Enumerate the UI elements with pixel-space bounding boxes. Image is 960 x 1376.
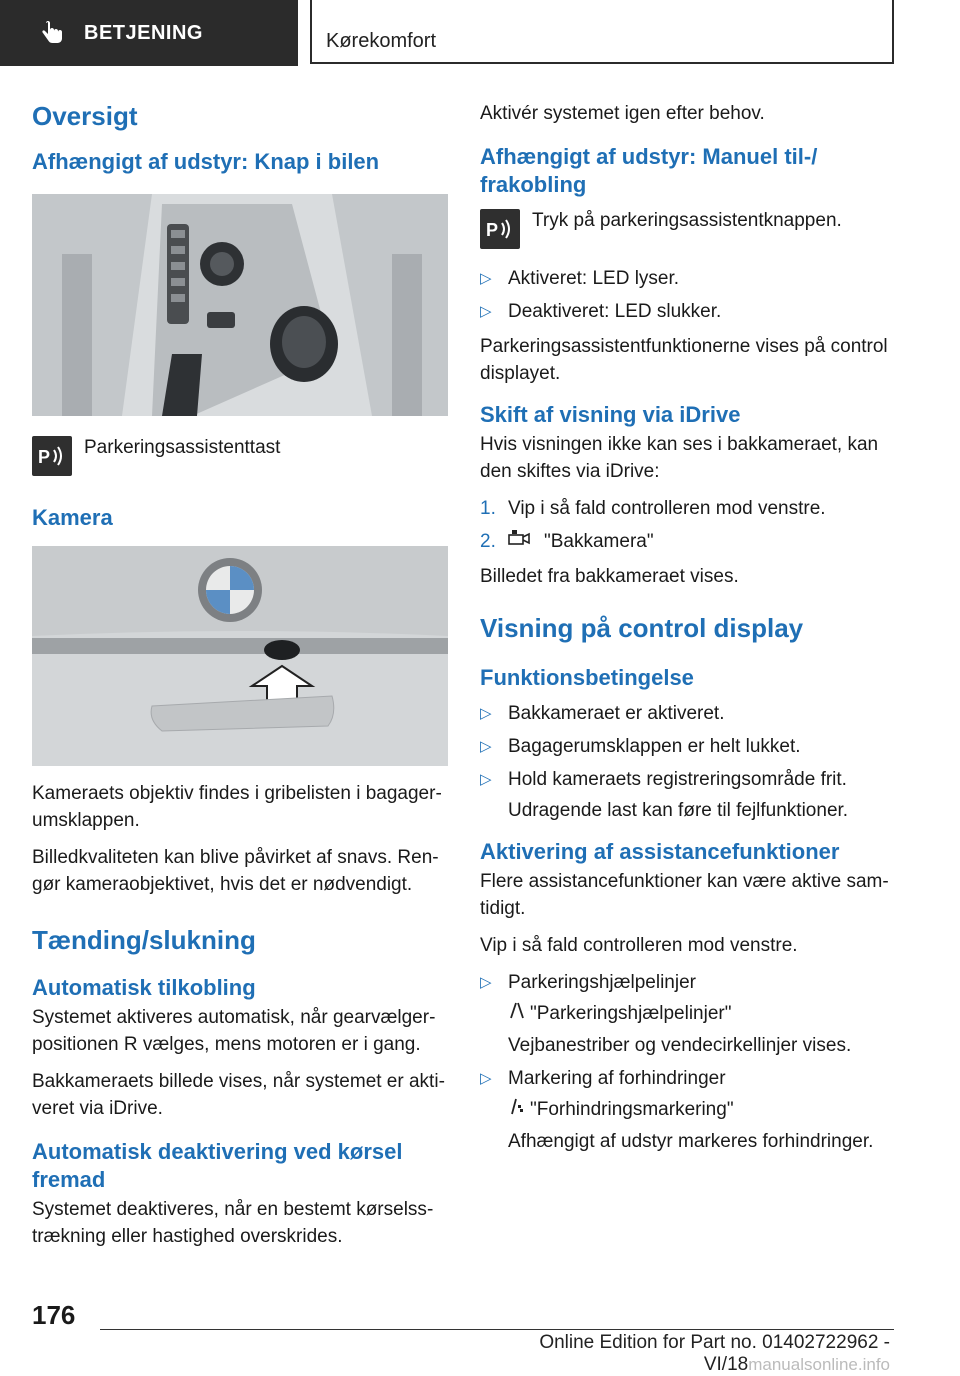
park-assist-button-icon bbox=[480, 209, 520, 249]
heading-manuel: Afhængigt af udstyr: Manuel til-/ frakobling bbox=[480, 144, 818, 197]
section-tab bbox=[0, 0, 298, 66]
park-assist-button-icon bbox=[32, 436, 72, 476]
heading-auto-deaktivering: Automatisk deaktivering ved kørsel fremad bbox=[32, 1139, 403, 1192]
triangle-bullet-icon: ▷ bbox=[480, 1070, 492, 1088]
heading-funktionsbetingelse: Funktionsbetingelse bbox=[480, 665, 694, 691]
heading-skift: Skift af visning via iDrive bbox=[480, 402, 741, 427]
manuel-row bbox=[480, 209, 900, 249]
triangle-bullet-icon: ▷ bbox=[480, 705, 492, 723]
svg-text:P: P bbox=[486, 220, 499, 240]
auto-deak-paragraph: Systemet deaktiveres, når en bestemt kørselsstrækning eller hastighed overskrides. bbox=[32, 1199, 434, 1247]
auto-til-paragraph-1: Systemet aktiveres automatisk, når gearvælgerpositionen R vælges, mens motoren er i gang. bbox=[32, 1007, 436, 1055]
list-item: 1. Vip i så fald controlleren mod venstre. bbox=[480, 498, 826, 519]
button-caption-row bbox=[32, 436, 448, 476]
list-item: ▷ Hold kameraets registreringsområde frit. Udragende last kan føre til fejlfunktioner. bbox=[480, 766, 900, 824]
skift-paragraph-2: Billedet fra bakkameraet vises. bbox=[480, 566, 739, 588]
button-caption: Parkeringsassistenttast bbox=[84, 437, 281, 458]
svg-text:P: P bbox=[38, 447, 51, 467]
triangle-bullet-icon: ▷ bbox=[480, 771, 492, 789]
skift-steps bbox=[480, 495, 900, 555]
watermark: manualsonline.info bbox=[748, 1355, 890, 1374]
aktivering-paragraph-1: Flere assistancefunktioner kan være aktive samtidigt. bbox=[480, 871, 889, 920]
list-item: ▷ Markering af forhindringer "Forhindringsmarkering" Afhængigt af udstyr markeres forhindringer. bbox=[480, 1065, 900, 1155]
chapter-label: Kørekomfort bbox=[326, 30, 437, 52]
heading-auto-tilkobling: Automatisk tilkobling bbox=[32, 975, 256, 1000]
hand-pointer-icon bbox=[40, 20, 64, 46]
chapter-tab bbox=[310, 0, 894, 64]
heading-kamera: Kamera bbox=[32, 505, 113, 530]
page-number: 176 bbox=[32, 1300, 76, 1330]
manuel-text: Tryk på parkeringsassistentknappen. bbox=[532, 210, 842, 231]
triangle-bullet-icon: ▷ bbox=[480, 303, 492, 320]
list-item: ▷ Aktiveret: LED lyser. bbox=[480, 265, 900, 292]
manuel-paragraph: Parkeringsassistentfunktionerne vises på control displayet. bbox=[480, 336, 888, 384]
footer-edition: Online Edition for Part no. 01402722962 - VI/18manualsonline.info bbox=[539, 1332, 890, 1375]
heading-visning: Visning på control display bbox=[480, 613, 804, 644]
camera-photo bbox=[32, 546, 448, 766]
skift-paragraph: Hvis visningen ikke kan ses i bakkameraet, kan den skiftes via iDrive: bbox=[480, 434, 879, 482]
right-column bbox=[480, 100, 900, 1163]
intro-text: Aktivér systemet igen efter behov. bbox=[480, 103, 765, 124]
triangle-bullet-icon: ▷ bbox=[480, 738, 492, 756]
kamera-paragraph-2: Billedkvaliteten kan blive påvirket af snavs. Rengør kameraobjektivet, hvis det er nødvendigt. bbox=[32, 847, 439, 895]
heading-oversigt: Oversigt bbox=[32, 101, 138, 131]
triangle-bullet-icon: ▷ bbox=[480, 974, 492, 992]
funktion-list bbox=[480, 700, 900, 824]
camera-menu-icon bbox=[508, 528, 530, 555]
section-label: BETJENING bbox=[84, 21, 203, 44]
list-item: ▷ Parkeringshjælpelinjer "Parkeringshjælpelinjer" Vejbanestriber og vendecirkellinjer vises. bbox=[480, 969, 900, 1059]
console-photo bbox=[32, 194, 448, 416]
manuel-list bbox=[480, 265, 900, 325]
aktivering-list bbox=[480, 969, 900, 1155]
left-column bbox=[32, 100, 448, 1260]
list-item: ▷ Bakkameraet er aktiveret. bbox=[480, 700, 900, 727]
list-item: ▷ Bagagerumsklappen er helt lukket. bbox=[480, 733, 900, 760]
footer-divider bbox=[100, 1329, 894, 1330]
heading-knap-i-bilen: Afhængigt af udstyr: Knap i bilen bbox=[32, 149, 380, 174]
guide-lines-icon bbox=[508, 1001, 530, 1028]
heading-taending: Tænding/slukning bbox=[32, 925, 256, 955]
auto-til-paragraph-2: Bakkameraets billede vises, når systemet er aktiveret via iDrive. bbox=[32, 1071, 445, 1119]
obstacle-marking-icon bbox=[508, 1097, 530, 1124]
list-item: ▷ Deaktiveret: LED slukker. bbox=[480, 298, 900, 325]
list-item: 2. "Bakkamera" bbox=[480, 528, 900, 555]
aktivering-paragraph-2: Vip i så fald controlleren mod venstre. bbox=[480, 935, 798, 957]
kamera-paragraph-1: Kameraets objektiv findes i gribelisten i bagagerumsklappen. bbox=[32, 783, 442, 831]
triangle-bullet-icon: ▷ bbox=[480, 270, 492, 287]
heading-aktivering: Aktivering af assistancefunktioner bbox=[480, 839, 840, 865]
